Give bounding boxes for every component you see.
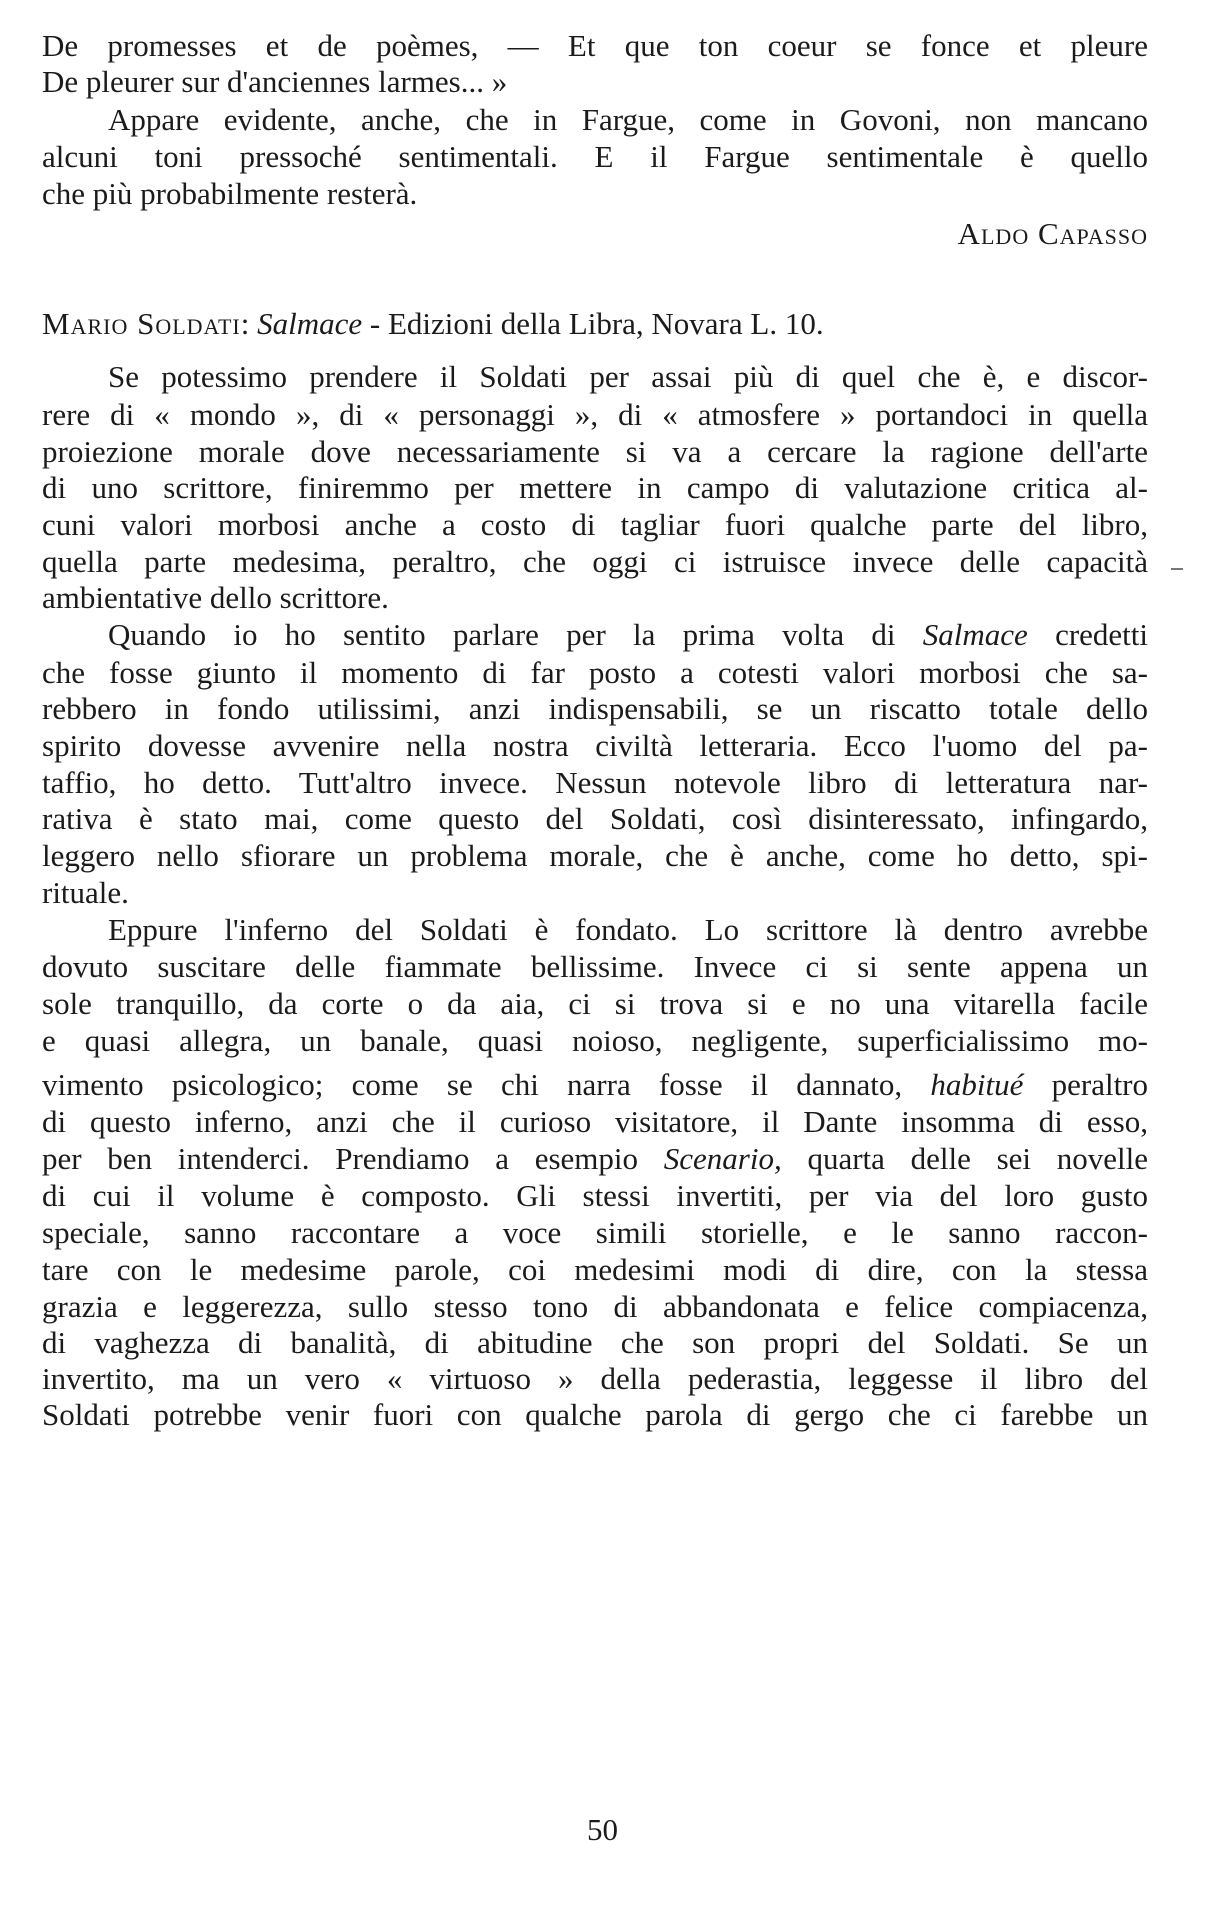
text-line: rativa è stato mai, come questo del Soldati, così disinteressato, infingardo, [42, 801, 1148, 836]
text-line: speciale, sanno raccontare a voce simili storielle, e le sanno raccon- [42, 1215, 1148, 1250]
story-title: Scenario, [663, 1141, 782, 1176]
text-line: di vaghezza di banalità, di abitudine che son propri del Soldati. Se un [42, 1325, 1148, 1360]
text-line: Se potessimo prendere il Soldati per assai più di quel che è, e discor- [108, 359, 1148, 394]
page-number: 50 [587, 1812, 618, 1847]
text-line: invertito, ma un vero « virtuoso » della pederastia, leggesse il libro del [42, 1361, 1148, 1396]
book-title: Salmace [922, 617, 1028, 652]
text-line: spirito dovesse avvenire nella nostra civiltà letteraria. Ecco l'uomo del pa- [42, 728, 1148, 763]
italic-term: habitué [930, 1067, 1024, 1102]
text-line: Eppure l'inferno del Soldati è fondato. Lo scrittore là dentro avrebbe [108, 912, 1148, 947]
text-line: De promesses et de poèmes, — Et que ton coeur se fonce et pleure [42, 28, 1148, 63]
text-line: grazia e leggerezza, sullo stesso tono di abbandonata e felice compiacenza, [42, 1289, 1148, 1324]
text-line: e quasi allegra, un banale, quasi noioso, negligente, superficialissimo mo- [42, 1023, 1148, 1058]
review-title: Salmace [257, 306, 363, 341]
text-line: leggero nello sfiorare un problema morale, che è anche, come ho detto, spi- [42, 838, 1148, 873]
text-span: per ben intenderci. Prendiamo a esempio [42, 1141, 639, 1176]
review-publisher: - Edizioni della Libra, Novara L. 10. [369, 306, 824, 341]
text-line: rebbero in fondo utilissimi, anzi indispensabili, se un riscatto totale dello [42, 691, 1148, 726]
text-line: proiezione morale dove necessariamente si va a cercare la ragione dell'arte [42, 434, 1148, 469]
text-line: rituale. [42, 875, 129, 910]
text-line: tare con le medesime parole, coi medesimi modi di dire, con la stessa [42, 1252, 1148, 1287]
text-span: peraltro [1051, 1067, 1148, 1102]
text-line: ambientative dello scrittore. [42, 580, 389, 615]
text-line: quella parte medesima, peraltro, che oggi ci istruisce invece delle capacità [42, 544, 1148, 579]
text-span: Quando io ho sentito parlare per la prima volta di [108, 617, 896, 652]
text-line: rere di « mondo », di « personaggi », di « atmosfere » portandoci in quella [42, 397, 1148, 432]
text-span: quarta delle sei novelle [807, 1141, 1149, 1176]
text-line: che fosse giunto il momento di far posto a cotesti valori morbosi che sa- [42, 655, 1148, 690]
margin-mark [1171, 568, 1183, 570]
text-line: di uno scrittore, finiremmo per mettere in campo di valutazione critica al- [42, 470, 1148, 505]
signature: Aldo Capasso [957, 216, 1148, 251]
review-heading [42, 302, 824, 346]
text-line: cuni valori morbosi anche a costo di tagliar fuori qualche parte del libro, [42, 507, 1148, 542]
text-line: di questo inferno, anzi che il curioso visitatore, il Dante insomma di esso, [42, 1104, 1148, 1139]
text-line: che più probabilmente resterà. [42, 176, 418, 211]
text-span: credetti [1055, 617, 1149, 652]
text-line: alcuni toni pressoché sentimentali. E il Fargue sentimentale è quello [42, 139, 1148, 174]
text-line: Soldati potrebbe venir fuori con qualche parola di gergo che ci farebbe un [42, 1397, 1148, 1432]
review-author: Mario Soldati [42, 306, 241, 341]
text-line: sole tranquillo, da corte o da aia, ci si trova si e no una vitarella facile [42, 986, 1148, 1021]
text-span: vimento psicologico; come se chi narra fosse il dannato, [42, 1067, 903, 1102]
text-line: taffio, ho detto. Tutt'altro invece. Nessun notevole libro di letteratura nar- [42, 765, 1148, 800]
text-line: De pleurer sur d'anciennes larmes... » [42, 64, 508, 99]
text-line: dovuto suscitare delle fiammate bellissime. Invece ci si sente appena un [42, 949, 1148, 984]
text-line: Appare evidente, anche, che in Fargue, come in Govoni, non mancano [108, 102, 1148, 137]
text-line: di cui il volume è composto. Gli stessi invertiti, per via del loro gusto [42, 1178, 1148, 1213]
heading-colon: : [240, 306, 250, 341]
